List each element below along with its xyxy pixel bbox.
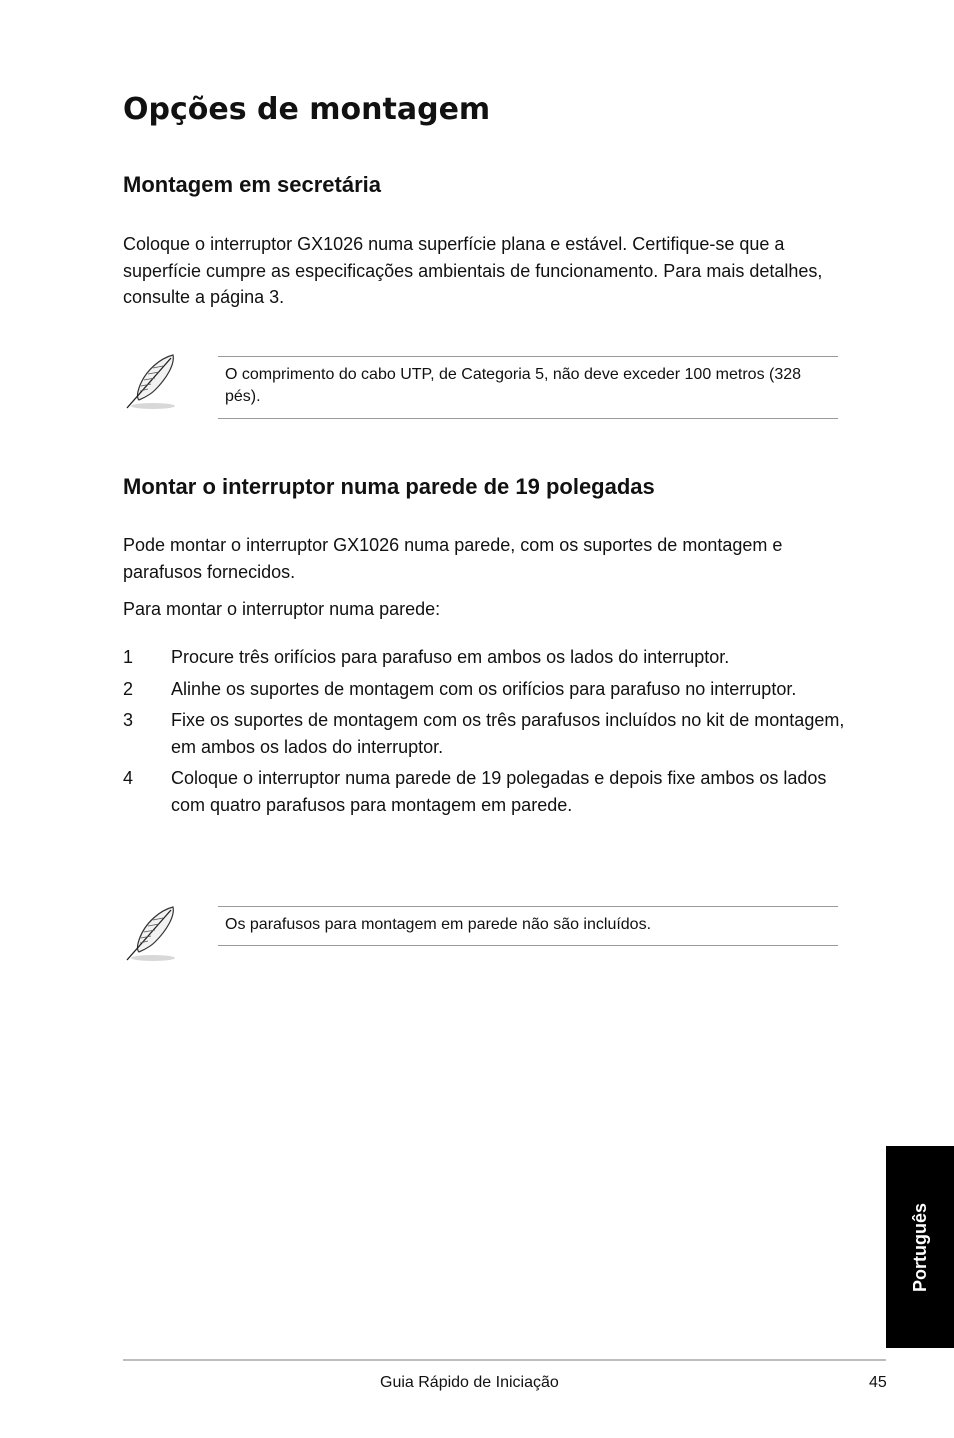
section-body-desk-mount: Coloque o interruptor GX1026 numa superfície plana e estável. Certifique-se que a superfície cumpre as especificações ambientais de funcionamento. Para mais detalhes, consulte a página 3.: [123, 234, 823, 307]
note-cable-length: [123, 352, 838, 422]
section-heading-wall-mount: Montar o interruptor numa parede de 19 polegadas: [123, 474, 655, 499]
list-item: [123, 707, 853, 760]
page-number: 45: [869, 1374, 887, 1391]
step-number: 1: [123, 647, 134, 667]
mounting-steps-list: [123, 644, 853, 823]
footer-guide-title: Guia Rápido de Iniciação: [380, 1374, 559, 1391]
step-number: 3: [123, 710, 134, 730]
section-heading-desk-mount: Montagem em secretária: [123, 172, 381, 197]
step-text: Procure três orifícios para parafuso em ambos os lados do interruptor.: [171, 647, 730, 667]
section-body-wall-mount: Pode montar o interruptor GX1026 numa parede, com os suportes de montagem e parafusos fornecidos.: [123, 535, 783, 582]
language-tab: [886, 1146, 954, 1348]
feather-pen-icon: [123, 352, 183, 412]
list-item: [123, 765, 853, 818]
list-item: [123, 644, 853, 671]
note-text: O comprimento do cabo UTP, de Categoria 5, não deve exceder 100 metros (328 pés).: [218, 356, 838, 419]
note-text: Os parafusos para montagem em parede não são incluídos.: [218, 906, 838, 946]
step-text: Coloque o interruptor numa parede de 19 polegadas e depois fixe ambos os lados com quatro parafusos para montagem em parede.: [171, 768, 827, 815]
step-text: Fixe os suportes de montagem com os três parafusos incluídos no kit de montagem, em ambos os lados do interruptor.: [171, 710, 845, 757]
page-title: Opções de montagem: [123, 92, 491, 127]
step-number: 2: [123, 678, 134, 699]
steps-intro: Para montar o interruptor numa parede:: [123, 599, 441, 619]
feather-pen-icon: [123, 904, 183, 964]
language-tab-label: Português: [909, 1202, 930, 1292]
list-item: [123, 676, 853, 703]
step-text: Alinhe os suportes de montagem com os orifícios para parafuso no interruptor.: [171, 678, 797, 699]
note-wall-screws: [123, 904, 838, 974]
footer-divider: [123, 1359, 886, 1361]
step-number: 4: [123, 768, 134, 788]
